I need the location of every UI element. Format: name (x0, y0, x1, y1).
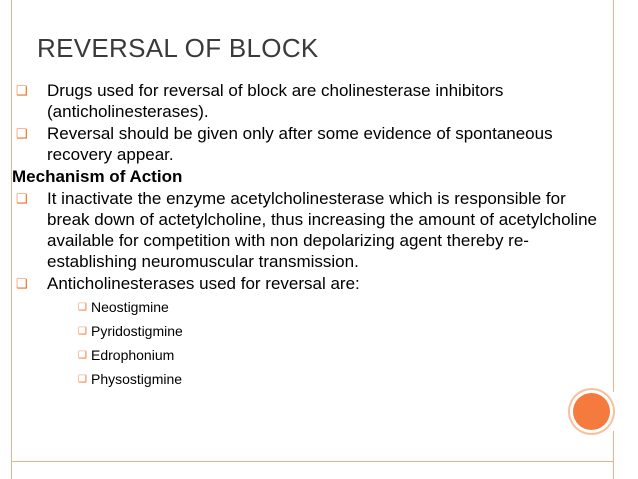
drug-list-item (0, 370, 600, 388)
mechanism-heading: Mechanism of Action (12, 167, 183, 186)
bullet-item (0, 188, 600, 272)
checkbox-bullet-icon: ❑ (16, 83, 28, 98)
bullet-item (0, 123, 600, 165)
accent-circle (573, 393, 610, 430)
checkbox-bullet-icon: ❑ (16, 276, 28, 291)
slide-border-right (613, 0, 614, 392)
checkbox-bullet-icon: ❑ (78, 326, 87, 337)
bullet-text: Anticholinesterases used for reversal are: (47, 274, 360, 293)
drug-name: Neostigmine (91, 299, 169, 315)
checkbox-bullet-icon: ❑ (78, 302, 87, 313)
checkbox-bullet-icon: ❑ (16, 126, 28, 141)
bullet-item (0, 273, 600, 294)
drug-list-item (0, 346, 600, 364)
checkbox-bullet-icon: ❑ (16, 191, 28, 206)
drug-name: Edrophonium (91, 347, 175, 363)
slide-content (0, 80, 600, 394)
bullet-text: Drugs used for reversal of block are cholinesterase inhibitors (anticholinesterases). (47, 81, 504, 121)
checkbox-bullet-icon: ❑ (78, 374, 87, 385)
bullet-item (0, 80, 600, 122)
drug-name: Physostigmine (91, 371, 183, 387)
drug-list-item (0, 322, 600, 340)
slide-title: REVERSAL OF BLOCK (37, 33, 319, 63)
drug-list (0, 298, 600, 388)
drug-name: Pyridostigmine (91, 323, 183, 339)
bullet-text: Reversal should be given only after some evidence of spontaneous recovery appear. (47, 124, 553, 164)
checkbox-bullet-icon: ❑ (78, 350, 87, 361)
bullet-text: It inactivate the enzyme acetylcholinesterase which is responsible for break down of actetylcholine, thus increasing the amount of acetylcholine available for competition with non depolarizing agent thereby re-establishing neuromuscular transmission. (47, 189, 597, 271)
slide-border-bottom (11, 461, 614, 462)
drug-list-item (0, 298, 600, 316)
slide-border-right-lower (613, 431, 614, 479)
